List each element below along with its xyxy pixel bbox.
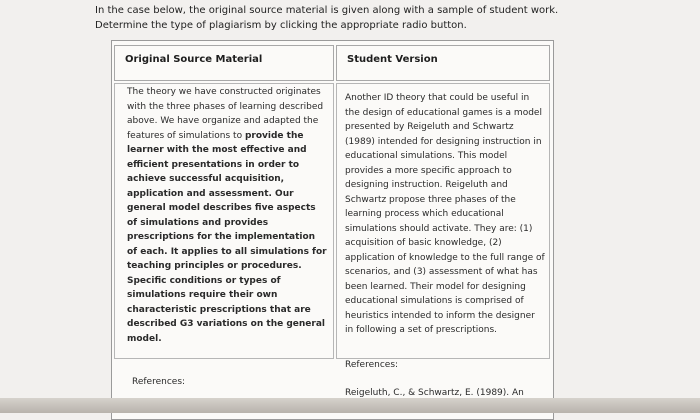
comparison-table [111,40,554,420]
page-bottom-strip [0,398,700,413]
student-version-header: Student Version [336,45,550,81]
original-source-plain-text: The theory we have constructed originates with the three phases of learning described above. We have organize and adapted the features of simulations to [127,87,324,141]
student-reference-entry: Reigeluth, C., & Schwartz, E. (1989). An [345,388,524,398]
original-references-label: References: [132,377,186,387]
student-references-label: References: [345,360,399,370]
original-source-bold-text: provide the learner with the most effective and efficient presentations in order to achieve successful acquisition, application and assessment. Our general model describes five aspects of simulations and provides prescriptions for the implementation of each. It applies to all simulations for teaching principles or procedures. Specific conditions or types of simulations require their own characteristic prescriptions that are described G3 variations on the general model. [127,130,327,344]
instructions-line-1: In the case below, the original source material is given along with a sample of student work. [95,5,559,16]
original-source-text [127,85,327,346]
instructions [95,3,685,33]
student-version-text: Another ID theory that could be useful in the design of educational games is a model presented by Reigeluth and Schwartz (1989) intended for designing instruction in educational simulations. This model provides a more specific approach to designing instruction. Reigeluth and Schwartz propose three phases of the learning process which educational simulations should activate. They are: (1) acquisition of basic knowledge, (2) application of knowledge to the full range of scenarios, and (3) assessment of what has been learned. Their model for designing educational simulations is comprised of heuristics intended to inform the designer in following a set of prescriptions. [345,93,545,335]
original-source-header: Original Source Material [114,45,334,81]
instructions-line-2: Determine the type of plagiarism by clicking the appropriate radio button. [95,20,467,31]
